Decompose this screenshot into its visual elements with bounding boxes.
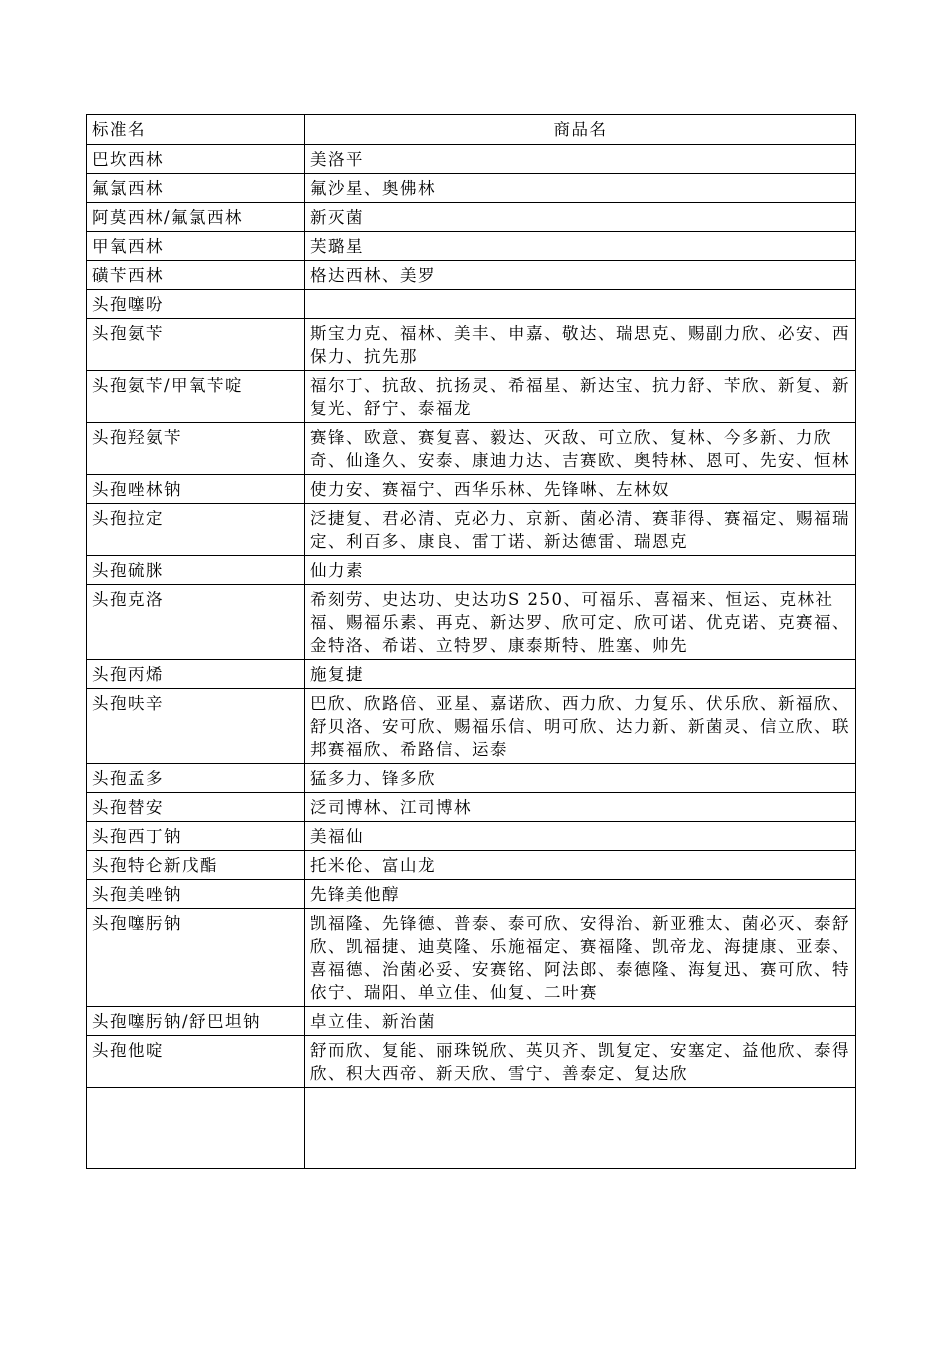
trade-name-cell: 美洛平 xyxy=(305,145,856,174)
table-body xyxy=(87,115,856,1169)
trade-name-cell: 泛司博林、江司博林 xyxy=(305,793,856,822)
standard-name-cell: 头孢拉定 xyxy=(87,504,305,556)
table-empty-row xyxy=(87,1088,856,1169)
standard-name-cell: 头孢噻肟钠/舒巴坦钠 xyxy=(87,1007,305,1036)
trade-name-cell: 福尔丁、抗敌、抗扬灵、希福星、新达宝、抗力舒、苄欣、新复、新复光、舒宁、泰福龙 xyxy=(305,371,856,423)
standard-name-cell: 头孢氨苄 xyxy=(87,319,305,371)
trade-name-cell: 施复捷 xyxy=(305,660,856,689)
table-row xyxy=(87,203,856,232)
table-row xyxy=(87,1036,856,1088)
table-row xyxy=(87,909,856,1007)
trade-name-cell: 新灭菌 xyxy=(305,203,856,232)
table-row xyxy=(87,556,856,585)
trade-name-cell: 卓立佳、新治菌 xyxy=(305,1007,856,1036)
table-row xyxy=(87,504,856,556)
standard-name-cell: 头孢替安 xyxy=(87,793,305,822)
standard-name-cell: 头孢噻吩 xyxy=(87,290,305,319)
standard-name-cell: 甲氧西林 xyxy=(87,232,305,261)
table-row xyxy=(87,371,856,423)
trade-name-cell: 希刻劳、史达功、史达功S 250、可福乐、喜福来、恒运、克林社福、赐福乐素、再克、新达罗、欣可定、欣可诺、优克诺、克赛福、金特洛、希诺、立特罗、康泰斯特、胜塞、帅先 xyxy=(305,585,856,660)
standard-name-cell: 头孢呋辛 xyxy=(87,689,305,764)
table-row xyxy=(87,851,856,880)
trade-name-cell: 托米伦、富山龙 xyxy=(305,851,856,880)
standard-name-cell xyxy=(87,1088,305,1169)
standard-name-cell: 巴坎西林 xyxy=(87,145,305,174)
standard-name-cell: 头孢噻肟钠 xyxy=(87,909,305,1007)
trade-name-cell: 斯宝力克、福林、美丰、申嘉、敬达、瑞思克、赐副力欣、必安、西保力、抗先那 xyxy=(305,319,856,371)
trade-name-cell: 仙力素 xyxy=(305,556,856,585)
table-row xyxy=(87,660,856,689)
trade-name-cell xyxy=(305,290,856,319)
table-row xyxy=(87,290,856,319)
drug-name-table xyxy=(86,114,856,1169)
table-row xyxy=(87,475,856,504)
trade-name-cell: 赛锋、欧意、赛复喜、毅达、灭敌、可立欣、复林、今多新、力欣奇、仙逢久、安泰、康迪力达、吉赛欧、奥特林、恩可、先安、恒林 xyxy=(305,423,856,475)
table-row xyxy=(87,319,856,371)
table-row xyxy=(87,585,856,660)
trade-name-cell: 猛多力、锋多欣 xyxy=(305,764,856,793)
trade-name-cell: 凯福隆、先锋德、普泰、泰可欣、安得治、新亚雅太、菌必灭、泰舒欣、凯福捷、迪莫隆、乐施福定、赛福隆、凯帝龙、海捷康、亚泰、喜福德、治菌必妥、安赛铭、阿法郎、泰德隆、海复迅、赛可欣、特依宁、瑞阳、单立佳、仙复、二叶赛 xyxy=(305,909,856,1007)
trade-name-cell: 芙璐星 xyxy=(305,232,856,261)
trade-name-cell: 泛捷复、君必清、克必力、京新、菌必清、赛菲得、赛福定、赐福瑞定、利百多、康良、雷丁诺、新达德雷、瑞恩克 xyxy=(305,504,856,556)
table-row xyxy=(87,880,856,909)
table-row xyxy=(87,232,856,261)
standard-name-cell: 磺苄西林 xyxy=(87,261,305,290)
table-row xyxy=(87,145,856,174)
trade-name-cell: 巴欣、欣路倍、亚星、嘉诺欣、西力欣、力复乐、伏乐欣、新福欣、舒贝洛、安可欣、赐福乐信、明可欣、达力新、新菌灵、信立欣、联邦赛福欣、希路信、运泰 xyxy=(305,689,856,764)
table-row xyxy=(87,174,856,203)
standard-name-cell: 头孢西丁钠 xyxy=(87,822,305,851)
standard-name-cell: 头孢美唑钠 xyxy=(87,880,305,909)
header-trade-name: 商品名 xyxy=(305,115,856,145)
standard-name-cell: 头孢特仑新戊酯 xyxy=(87,851,305,880)
standard-name-cell: 阿莫西林/氟氯西林 xyxy=(87,203,305,232)
trade-name-cell: 格达西林、美罗 xyxy=(305,261,856,290)
trade-name-cell: 先锋美他醇 xyxy=(305,880,856,909)
standard-name-cell: 头孢硫脒 xyxy=(87,556,305,585)
trade-name-cell: 氟沙星、奥佛林 xyxy=(305,174,856,203)
table-row xyxy=(87,1007,856,1036)
table-row xyxy=(87,822,856,851)
standard-name-cell: 头孢唑林钠 xyxy=(87,475,305,504)
table-row xyxy=(87,423,856,475)
table-row xyxy=(87,689,856,764)
standard-name-cell: 头孢克洛 xyxy=(87,585,305,660)
table-header-row xyxy=(87,115,856,145)
trade-name-cell: 舒而欣、复能、丽珠锐欣、英贝齐、凯复定、安塞定、益他欣、泰得欣、积大西帝、新天欣、雪宁、善泰定、复达欣 xyxy=(305,1036,856,1088)
standard-name-cell: 头孢丙烯 xyxy=(87,660,305,689)
table-row xyxy=(87,764,856,793)
standard-name-cell: 头孢他啶 xyxy=(87,1036,305,1088)
standard-name-cell: 氟氯西林 xyxy=(87,174,305,203)
trade-name-cell: 美福仙 xyxy=(305,822,856,851)
standard-name-cell: 头孢氨苄/甲氧苄啶 xyxy=(87,371,305,423)
table-row xyxy=(87,261,856,290)
trade-name-cell xyxy=(305,1088,856,1169)
header-standard-name: 标准名 xyxy=(87,115,305,145)
standard-name-cell: 头孢羟氨苄 xyxy=(87,423,305,475)
table-row xyxy=(87,793,856,822)
trade-name-cell: 使力安、赛福宁、西华乐林、先锋啉、左林奴 xyxy=(305,475,856,504)
standard-name-cell: 头孢孟多 xyxy=(87,764,305,793)
